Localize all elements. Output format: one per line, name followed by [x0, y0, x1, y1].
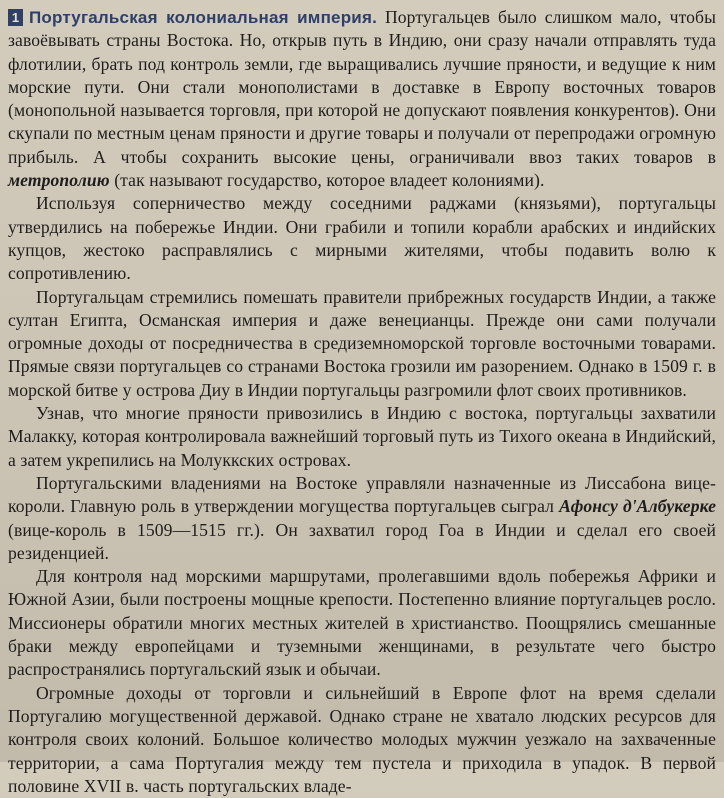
paragraph-6: Для контроля над морскими маршрутами, пролегавшими вдоль побережья Африки и Южной Азии, были построены мощные крепости. Постепенно влияние португальцев росло. Миссионеры обратили многих местных жителей в христианство. Поощрялись смешанные браки между европейцами и туземными женщинами, в результате чего быстро распространялись португальский язык и обычаи.: [8, 566, 716, 680]
paragraph-3: Португальцам стремились помешать правители прибрежных государств Индии, а также султан Египта, Османская империя и даже венецианцы. Прежде они сами получали огромные доходы от посредничества в средиземноморской торговле восточными товарами. Прямые связи португальцев со странами Востока грозили им разорением. Однако в 1509 г. в морской битве у острова Диу в Индии португальцы разгромили флот своих противников.: [8, 286, 716, 400]
section-number-badge: 1: [8, 9, 23, 26]
paragraph-2: Используя соперничество между соседними раджами (князьями), португальцы утвердились на побережье Индии. Они грабили и топили корабли арабских и индийских купцов, жестоко расправлялись с мирными жителями, чтобы подавить волю к сопротивлению.: [8, 193, 716, 284]
paragraph-1: [8, 6, 716, 192]
paragraph-4: Узнав, что многие пряности привозились в Индию с востока, португальцы захватили Малакку, которая контролировала важнейший торговый путь из Тихого океана в Индийский, а затем укрепились на Молуккских островах.: [8, 403, 716, 470]
paragraph-5: [8, 472, 716, 565]
paragraph-5-text-b: (вице-король в 1509—1515 гг.). Он захватил город Гоа в Индии и сделал его своей резиденцией.: [8, 519, 716, 563]
paragraph-7: Огромные доходы от торговли и сильнейший в Европе флот на время сделали Португалию могущественной державой. Однако стране не хватало людских ресурсов для контроля своих колоний. Большое количество молодых мужчин уезжало на захваченные территории, а сама Португалия между тем пустела и приходила в упадок. В первой половине XVII в. часть португальских владе-: [8, 682, 716, 796]
name-albuquerque: Афонсу д'Албукерке: [559, 496, 716, 517]
paragraph-5-text-a: Португальскими владениями на Востоке управляли назначенные из Лиссабона вице-короли. Главную роль в утверждении могущества португальцев сыграл: [8, 472, 716, 517]
section-title: Португальская колониальная империя.: [29, 8, 377, 27]
paragraph-1-text-a: Португальцев было слишком мало, чтобы завоёвывать страны Востока. Но, открыв путь в Индию, они сразу начали отправлять туда флотилии, брать под контроль земли, где выращивались лучшие пряности, и ведущие к ним морские пути. Они стали монополистами в доставке в Европу восточных товаров (монопольной называется торговля, при которой не допускают появления конкурентов). Они скупали по местным ценам пряности и другие товары и получали от перепродажи огромную прибыль. А чтобы сохранить высокие цены, ограничивали ввоз таких товаров в: [8, 7, 716, 167]
term-metropolis: метрополию: [8, 170, 110, 191]
paragraph-1-text-b: (так называют государство, которое владеет колониями).: [109, 170, 545, 191]
